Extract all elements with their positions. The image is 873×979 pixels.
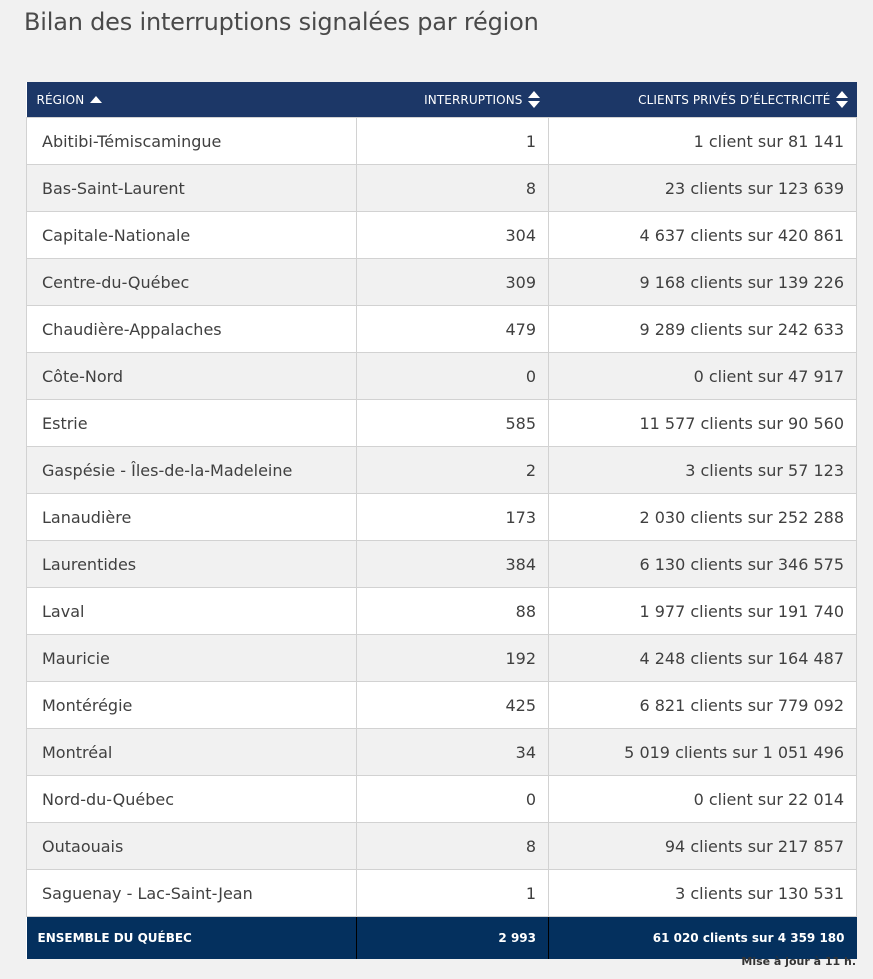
interruptions-cell: 0 [357,353,549,400]
page-title: Bilan des interruptions signalées par région [24,8,539,36]
table-row [27,541,857,588]
region-cell: Mauricie [27,635,357,682]
column-header-clients[interactable] [549,82,857,118]
region-cell: Abitibi-Témiscamingue [27,118,357,165]
total-clients: 61 020 clients sur 4 359 180 [549,917,857,960]
clients-cell: 1 client sur 81 141 [549,118,857,165]
interruptions-cell: 88 [357,588,549,635]
table-row [27,823,857,870]
total-interruptions: 2 993 [357,917,549,960]
clients-cell: 4 637 clients sur 420 861 [549,212,857,259]
column-header-interruptions-label: INTERRUPTIONS [424,93,523,107]
interruptions-cell: 479 [357,306,549,353]
table-row [27,494,857,541]
interruptions-cell: 309 [357,259,549,306]
table-row [27,165,857,212]
clients-cell: 1 977 clients sur 191 740 [549,588,857,635]
region-cell: Gaspésie - Îles-de-la-Madeleine [27,447,357,494]
clients-cell: 4 248 clients sur 164 487 [549,635,857,682]
region-cell: Centre-du-Québec [27,259,357,306]
total-label: ENSEMBLE DU QUÉBEC [27,917,357,960]
region-cell: Nord-du-Québec [27,776,357,823]
clients-cell: 9 168 clients sur 139 226 [549,259,857,306]
table-row [27,306,857,353]
column-header-region[interactable] [27,82,357,118]
region-cell: Montérégie [27,682,357,729]
sort-ascending-icon [90,96,102,103]
table-row [27,635,857,682]
table-body [27,118,857,917]
interruptions-cell: 8 [357,823,549,870]
table-row [27,729,857,776]
interruptions-cell: 1 [357,870,549,917]
interruptions-cell: 8 [357,165,549,212]
region-cell: Lanaudière [27,494,357,541]
column-header-interruptions[interactable] [357,82,549,118]
interruptions-cell: 585 [357,400,549,447]
interruptions-cell: 1 [357,118,549,165]
clients-cell: 6 130 clients sur 346 575 [549,541,857,588]
region-cell: Saguenay - Lac-Saint-Jean [27,870,357,917]
clients-cell: 2 030 clients sur 252 288 [549,494,857,541]
region-cell: Laurentides [27,541,357,588]
table-footer [27,917,857,960]
column-header-clients-label: CLIENTS PRIVÉS D’ÉLECTRICITÉ [638,93,831,107]
clients-cell: 6 821 clients sur 779 092 [549,682,857,729]
interruptions-cell: 2 [357,447,549,494]
total-row [27,917,857,960]
table-row [27,682,857,729]
table-row [27,353,857,400]
clients-cell: 9 289 clients sur 242 633 [549,306,857,353]
column-header-region-label: RÉGION [36,92,85,107]
region-cell: Chaudière-Appalaches [27,306,357,353]
table-row [27,212,857,259]
clients-cell: 0 client sur 22 014 [549,776,857,823]
clients-cell: 5 019 clients sur 1 051 496 [549,729,857,776]
interruptions-cell: 0 [357,776,549,823]
table-row [27,588,857,635]
clients-cell: 23 clients sur 123 639 [549,165,857,212]
interruptions-cell: 384 [357,541,549,588]
table-header-row [27,82,857,118]
clients-cell: 11 577 clients sur 90 560 [549,400,857,447]
table-row [27,400,857,447]
table-row [27,870,857,917]
clients-cell: 3 clients sur 57 123 [549,447,857,494]
clients-cell: 3 clients sur 130 531 [549,870,857,917]
table-row [27,259,857,306]
interruptions-cell: 173 [357,494,549,541]
last-updated-note: Mise à jour à 11 h. [741,955,856,968]
table-row [27,447,857,494]
clients-cell: 94 clients sur 217 857 [549,823,857,870]
region-cell: Outaouais [27,823,357,870]
table-row [27,776,857,823]
region-cell: Bas-Saint-Laurent [27,165,357,212]
region-cell: Capitale-Nationale [27,212,357,259]
region-cell: Estrie [27,400,357,447]
region-cell: Montréal [27,729,357,776]
interruptions-cell: 304 [357,212,549,259]
region-cell: Laval [27,588,357,635]
outages-table [26,82,857,959]
sort-icon [528,91,540,108]
region-cell: Côte-Nord [27,353,357,400]
table-row [27,118,857,165]
clients-cell: 0 client sur 47 917 [549,353,857,400]
table-header [27,82,857,118]
interruptions-cell: 192 [357,635,549,682]
sort-icon [836,91,848,108]
interruptions-cell: 425 [357,682,549,729]
interruptions-cell: 34 [357,729,549,776]
